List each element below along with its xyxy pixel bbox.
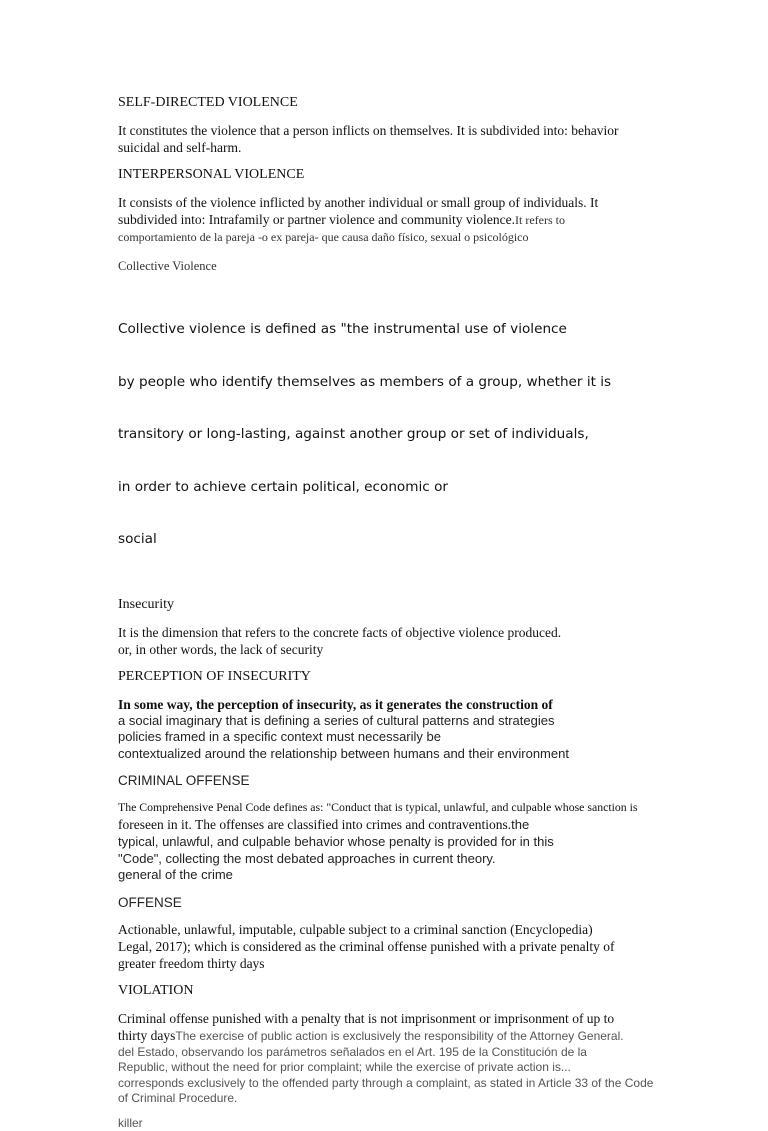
violation-line-5: corresponds exclusively to the offended party through a complaint, as stated in Article 33 of the Code: [118, 1075, 654, 1090]
interpersonal-violence-paragraph: [118, 194, 658, 246]
collective-violence-paragraph: [118, 286, 658, 584]
collective-line-1: Collective violence is defined as "the instrumental use of violence: [118, 321, 567, 337]
violation-line-2-main: thirty days: [118, 1027, 176, 1043]
violation-line-1: Criminal offense punished with a penalty that is not imprisonment or imprisonment of up to: [118, 1010, 615, 1026]
heading-collective-violence: Collective Violence: [118, 259, 217, 273]
heading-perception-of-insecurity: PERCEPTION OF INSECURITY: [118, 668, 311, 684]
offense-line-2: Legal, 2017); which is considered as the criminal offense punished with a private penalty of: [118, 938, 615, 954]
perception-bold-line: In some way, the perception of insecurity, as it generates the construction of: [118, 696, 553, 712]
heading-criminal-offense: CRIMINAL OFFENSE: [118, 773, 250, 788]
self-directed-violence-paragraph: [118, 122, 658, 156]
self-directed-line-1: It constitutes the violence that a person inflicts on themselves. It is subdivided into: behavior: [118, 123, 619, 138]
violation-line-2: [118, 1027, 658, 1045]
offense-paragraph: [118, 921, 658, 972]
criminal-offense-line-3: typical, unlawful, and culpable behavior whose penalty is provided for in this: [118, 834, 554, 849]
criminal-offense-paragraph: [118, 799, 658, 884]
interpersonal-line-3: comportamiento de la pareja -o ex pareja- que causa daño físico, sexual o psicológico: [118, 230, 529, 244]
heading-interpersonal-violence: INTERPERSONAL VIOLENCE: [118, 167, 305, 182]
insecurity-paragraph: [118, 624, 658, 658]
interpersonal-line-1: It consists of the violence inflicted by another individual or small group of individuals. It: [118, 195, 599, 210]
offense-line-3: greater freedom thirty days: [118, 955, 265, 971]
heading-self-directed-violence: SELF-DIRECTED VIOLENCE: [118, 95, 298, 110]
perception-line-2: policies framed in a specific context must necessarily be: [118, 729, 441, 744]
perception-line-1: a social imaginary that is defining a series of cultural patterns and strategies: [118, 712, 555, 728]
criminal-offense-line-1: The Comprehensive Penal Code defines as: "Conduct that is typical, unlawful, and culpable whose sanction is: [118, 800, 638, 814]
violation-line-2-tail: The exercise of public action is exclusively the responsibility of the Attorney General.: [175, 1028, 624, 1043]
criminal-offense-line-5: general of the crime: [118, 867, 233, 882]
violation-line-3: del Estado, observando los parámetros señalados en el Art. 195 de la Constitución de la: [118, 1044, 587, 1059]
criminal-offense-line-2-tail: the: [511, 817, 530, 832]
self-directed-line-2: suicidal and self-harm.: [118, 140, 242, 155]
heading-insecurity: Insecurity: [118, 596, 174, 612]
heading-violation: VIOLATION: [118, 982, 194, 998]
document-page: [118, 94, 658, 1131]
collective-line-2: by people who identify themselves as members of a group, whether it is: [118, 373, 612, 390]
killer-text: killer: [118, 1115, 143, 1130]
criminal-offense-line-4: "Code", collecting the most debated approaches in current theory.: [118, 850, 496, 866]
interpersonal-line-2-small: It refers to: [515, 213, 565, 227]
criminal-offense-line-2-main: foreseen in it. The offenses are classified into crimes and contraventions.: [118, 817, 512, 832]
violation-line-4: Republic, without the need for prior complaint; while the exercise of private action is...: [118, 1060, 571, 1074]
heading-offense: OFFENSE: [118, 894, 182, 910]
offense-line-1: Actionable, unlawful, imputable, culpable subject to a criminal sanction (Encyclopedia): [118, 921, 593, 937]
insecurity-line-1: It is the dimension that refers to the concrete facts of objective violence produced.: [118, 624, 562, 640]
violation-line-6: of Criminal Procedure.: [118, 1091, 238, 1105]
collective-line-5: social: [118, 531, 157, 547]
interpersonal-line-2-main: subdivided into: Intrafamily or partner violence and community violence.: [118, 212, 516, 227]
insecurity-line-2: or, in other words, the lack of security: [118, 641, 324, 657]
violation-paragraph: [118, 1010, 658, 1107]
collective-line-4: in order to achieve certain political, economic or: [118, 478, 448, 495]
criminal-offense-line-2: [118, 816, 658, 834]
perception-line-3: contextualized around the relationship between humans and their environment: [118, 745, 569, 761]
interpersonal-line-2: [118, 211, 658, 229]
perception-paragraph: [118, 696, 658, 763]
collective-line-3: transitory or long-lasting, against another group or set of individuals,: [118, 426, 589, 442]
